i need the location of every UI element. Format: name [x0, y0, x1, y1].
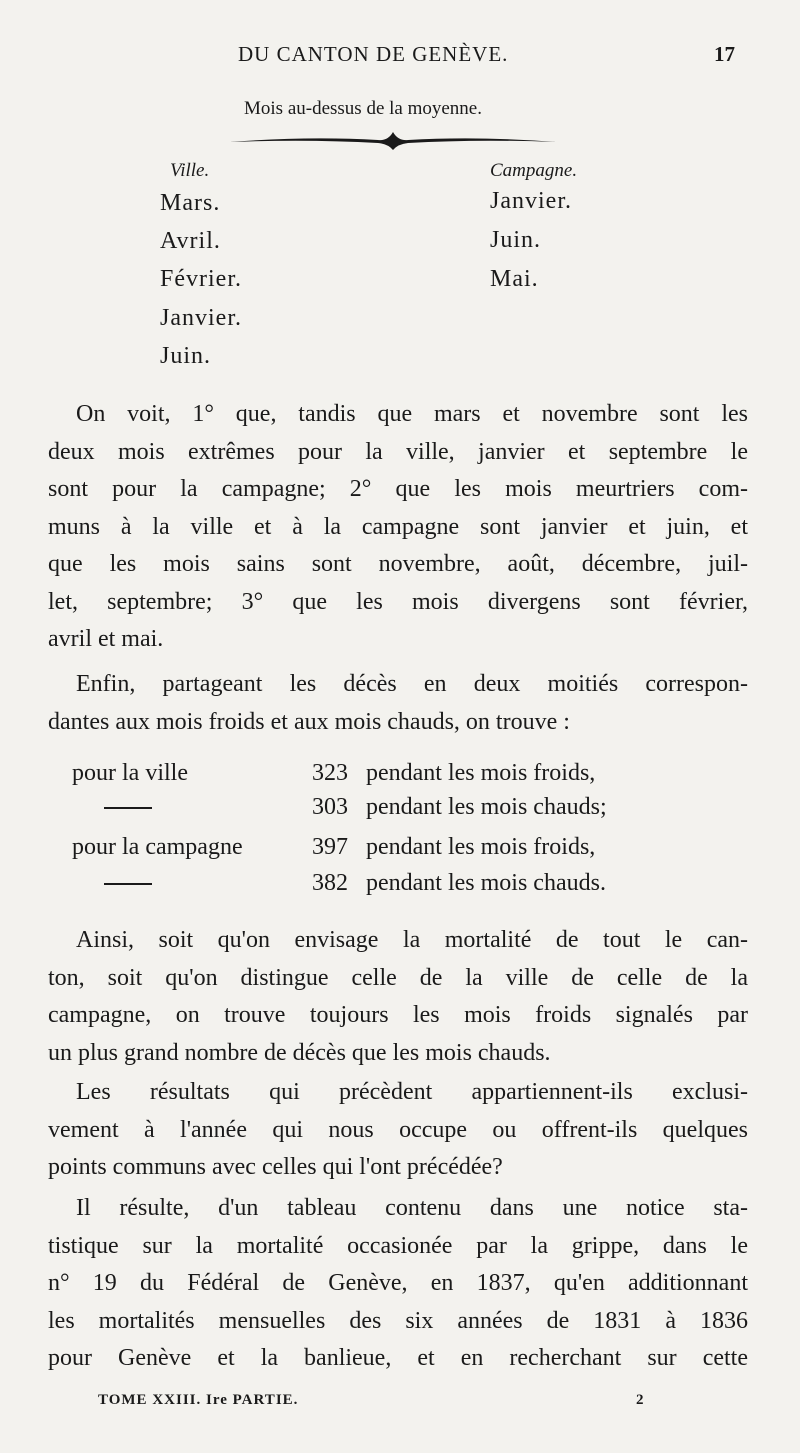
- text-line: avril et mai.: [48, 626, 164, 652]
- paragraph-months-summary: [48, 396, 748, 659]
- ville-month: Avril.: [160, 228, 221, 254]
- paragraph-halves-intro: [48, 666, 748, 741]
- stat-label: pour la ville: [72, 760, 188, 786]
- text-line: dantes aux mois froids et aux mois chauds, on trouve :: [48, 708, 570, 735]
- text-line: ton, soit qu'on distingue celle de la ville de celle de la: [48, 964, 748, 991]
- text-line: muns à la ville et à la campagne sont janvier et juin, et: [48, 513, 748, 540]
- volume-signature: TOME XXIII. Ire PARTIE.: [98, 1392, 299, 1408]
- campagne-column-heading: Campagne.: [490, 160, 578, 181]
- text-line: Il résulte, d'un tableau contenu dans une notice sta-: [76, 1195, 748, 1221]
- table-title: Mois au-dessus de la moyenne.: [244, 98, 482, 119]
- text-line: let, septembre; 3° que les mois divergens sont février,: [48, 588, 748, 615]
- paragraph-conclusion: [48, 922, 748, 1072]
- text-line: les mortalités mensuelles des six années de 1831 à 1836: [48, 1307, 748, 1334]
- paragraph-question: [48, 1074, 748, 1187]
- page-header: [0, 42, 800, 78]
- stat-count: 397: [312, 834, 348, 860]
- text-line: Les résultats qui précèdent appartiennent-ils exclusi-: [76, 1079, 748, 1105]
- running-title: DU CANTON DE GENÈVE.: [238, 42, 509, 66]
- signature-mark: 2: [636, 1392, 644, 1408]
- text-line: que les mois sains sont novembre, août, décembre, juil-: [48, 551, 748, 577]
- stat-description: pendant les mois froids,: [366, 760, 596, 786]
- stat-description: pendant les mois froids,: [366, 834, 596, 860]
- stat-count: 382: [312, 870, 348, 896]
- text-line: On voit, 1° que, tandis que mars et novembre sont les: [76, 401, 748, 427]
- text-line: n° 19 du Fédéral de Genève, en 1837, qu'en additionnant: [48, 1270, 748, 1296]
- stat-count: 303: [312, 794, 348, 820]
- stat-row: [0, 794, 800, 834]
- text-line: Enfin, partageant les décès en deux moitiés correspon-: [76, 671, 748, 697]
- ditto-dash: [72, 794, 152, 821]
- text-line: un plus grand nombre de décès que les mois chauds.: [48, 1039, 551, 1066]
- ville-column-heading: Ville.: [170, 160, 210, 181]
- ditto-dash: [72, 870, 152, 897]
- campagne-month: Juin.: [490, 227, 542, 253]
- ville-month: Février.: [160, 266, 242, 292]
- ville-month: Janvier.: [160, 305, 242, 331]
- paragraph-federal-notice: [48, 1190, 748, 1378]
- campagne-month: Janvier.: [490, 188, 572, 214]
- text-line: sont pour la campagne; 2° que les mois meurtriers com-: [48, 476, 748, 502]
- ville-month: Mars.: [160, 190, 221, 216]
- stat-row: [0, 870, 800, 910]
- campagne-month: Mai.: [490, 266, 539, 292]
- stat-description: pendant les mois chauds;: [366, 794, 607, 820]
- ornamental-rule-icon: [228, 130, 558, 152]
- stat-row: [0, 834, 800, 874]
- text-line: Ainsi, soit qu'on envisage la mortalité de tout le can-: [76, 927, 748, 953]
- text-line: deux mois extrêmes pour la ville, janvier et septembre le: [48, 438, 748, 465]
- text-line: points communs avec celles qui l'ont précédée?: [48, 1154, 503, 1180]
- text-line: tistique sur la mortalité occasionée par la grippe, dans le: [48, 1232, 748, 1259]
- stat-label: pour la campagne: [72, 834, 243, 860]
- ville-month: Juin.: [160, 343, 212, 369]
- stat-description: pendant les mois chauds.: [366, 870, 606, 896]
- text-line: vement à l'année qui nous occupe ou offrent-ils quelques: [48, 1116, 748, 1143]
- text-line: pour Genève et la banlieue, et en recherchant sur cette: [48, 1345, 748, 1371]
- text-line: campagne, on trouve toujours les mois froids signalés par: [48, 1002, 748, 1028]
- page-number: 17: [714, 42, 735, 66]
- stat-count: 323: [312, 760, 348, 786]
